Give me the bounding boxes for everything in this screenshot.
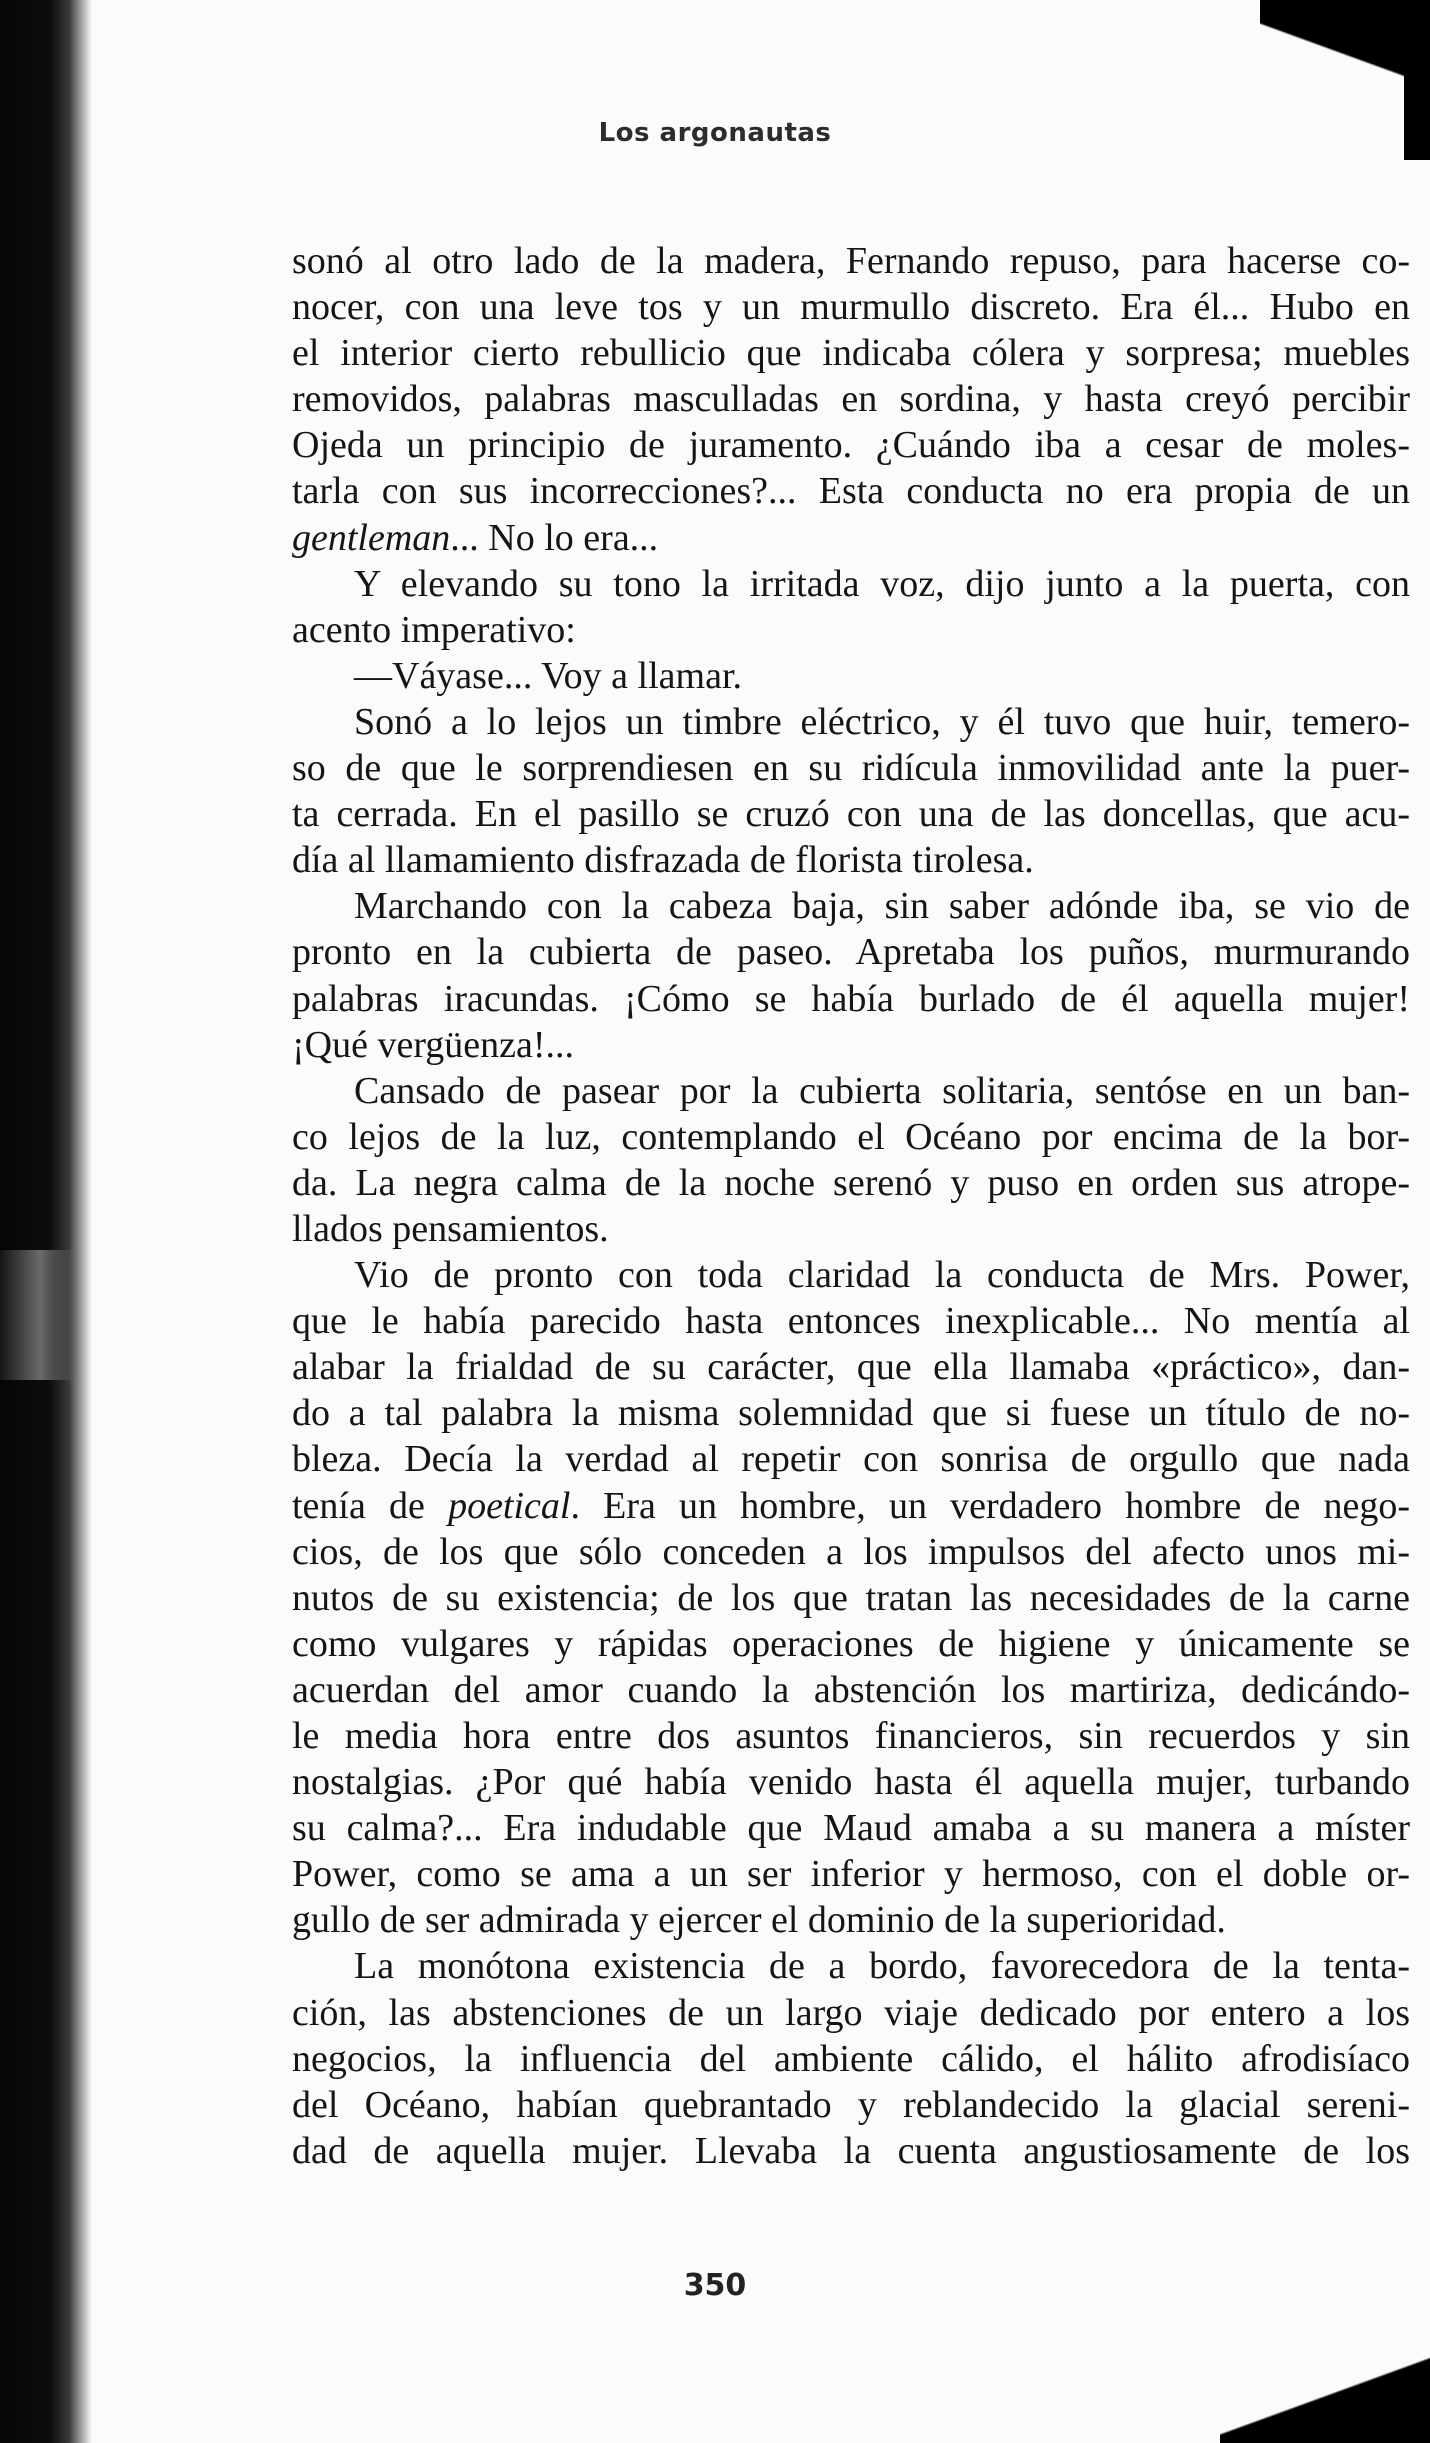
text-line: ta cerrada. En el pasillo se cruzó con una de las doncellas, que acu-: [292, 793, 1410, 836]
italic-word: gentleman: [292, 516, 451, 559]
body-text: [292, 238, 1410, 2174]
text-line: Vio de pronto con toda claridad la conducta de Mrs. Power,: [354, 1254, 1410, 1297]
text-line: alabar la frialdad de su carácter, que ella llamaba «práctico», dan-: [292, 1346, 1410, 1389]
text-line: —Váyase... Voy a llamar.: [354, 654, 743, 697]
text-line: que le había parecido hasta entonces inexplicable... No mentía al: [292, 1300, 1410, 1343]
text-line: pronto en la cubierta de paseo. Apretaba los puños, murmurando: [292, 931, 1410, 974]
text-line: llados pensamientos.: [292, 1207, 609, 1250]
text-line: so de que le sorprendiesen en su ridícula inmovilidad ante la puer-: [292, 747, 1410, 790]
text-line: cios, de los que sólo conceden a los impulsos del afecto unos mi-: [292, 1530, 1410, 1573]
text-line: Power, como se ama a un ser inferior y hermoso, con el doble or-: [292, 1853, 1410, 1896]
text-line: gullo de ser admirada y ejercer el dominio de la superioridad.: [292, 1899, 1226, 1942]
text-line: el interior cierto rebullicio que indicaba cólera y sorpresa; muebles: [292, 332, 1410, 375]
text-line: su calma?... Era indudable que Maud amaba a su manera a míster: [292, 1807, 1410, 1850]
text-line: ¡Qué vergüenza!...: [292, 1023, 575, 1066]
text-line: da. La negra calma de la noche serenó y puso en orden sus atrope-: [292, 1161, 1410, 1204]
text-line: ción, las abstenciones de un largo viaje dedicado por entero a los: [292, 1991, 1410, 2034]
text-line: co lejos de la luz, contemplando el Océano por encima de la bor-: [292, 1115, 1410, 1158]
text-line: La monótona existencia de a bordo, favorecedora de la tenta-: [354, 1945, 1410, 1988]
text-line: nutos de su existencia; de los que tratan las necesidades de la carne: [292, 1576, 1410, 1619]
text-line: tenía de poetical. Era un hombre, un verdadero hombre de nego-: [292, 1484, 1411, 1527]
scan-edge-left: [0, 0, 92, 2443]
text-line: Y elevando su tono la irritada voz, dijo junto a la puerta, con: [354, 562, 1410, 605]
text-line: del Océano, habían quebrantado y reblandecido la glacial sereni-: [292, 2083, 1410, 2126]
page-number: 350: [683, 2268, 747, 2303]
text-line: palabras iracundas. ¡Cómo se había burlado de él aquella mujer!: [292, 977, 1410, 1020]
text-line: sonó al otro lado de la madera, Fernando repuso, para hacerse co-: [292, 240, 1410, 282]
running-header: Los argonautas: [598, 118, 832, 148]
text-line: acento imperativo:: [292, 608, 576, 651]
text-line: gentleman... No lo era...: [292, 516, 659, 559]
text-line: dad de aquella mujer. Llevaba la cuenta angustiosamente de los: [292, 2129, 1410, 2172]
text-line: como vulgares y rápidas operaciones de higiene y únicamente se: [292, 1622, 1410, 1665]
text-line: nostalgias. ¿Por qué había venido hasta él aquella mujer, turbando: [292, 1761, 1410, 1804]
scan-corner-bottom-right: [1220, 2293, 1430, 2443]
text-line: Marchando con la cabeza baja, sin saber adónde iba, se vio de: [354, 885, 1410, 928]
text-line: removidos, palabras masculladas en sordina, y hasta creyó percibir: [292, 378, 1410, 421]
text-line: Sonó a lo lejos un timbre eléctrico, y él tuvo que huir, temero-: [354, 700, 1410, 743]
scan-edge-shadow: [0, 1250, 80, 1380]
text-line: día al llamamiento disfrazada de florista tirolesa.: [292, 839, 1034, 882]
text-line: tarla con sus incorrecciones?... Esta conducta no era propia de un: [292, 470, 1410, 513]
italic-word: poetical: [448, 1484, 571, 1527]
text-line: le media hora entre dos asuntos financieros, sin recuerdos y sin: [292, 1715, 1410, 1757]
text-line: nocer, con una leve tos y un murmullo discreto. Era él... Hubo en: [292, 286, 1410, 329]
text-line: Ojeda un principio de juramento. ¿Cuándo iba a cesar de moles-: [292, 424, 1410, 467]
text-line: bleza. Decía la verdad al repetir con sonrisa de orgullo que nada: [292, 1438, 1410, 1481]
text-line: Cansado de pasear por la cubierta solitaria, sentóse en un ban-: [354, 1069, 1410, 1112]
text-line: acuerdan del amor cuando la abstención los martiriza, dedicándo-: [292, 1668, 1410, 1711]
text-line: negocios, la influencia del ambiente cálido, el hálito afrodisíaco: [292, 2037, 1410, 2080]
text-line: do a tal palabra la misma solemnidad que si fuese un título de no-: [292, 1392, 1410, 1435]
